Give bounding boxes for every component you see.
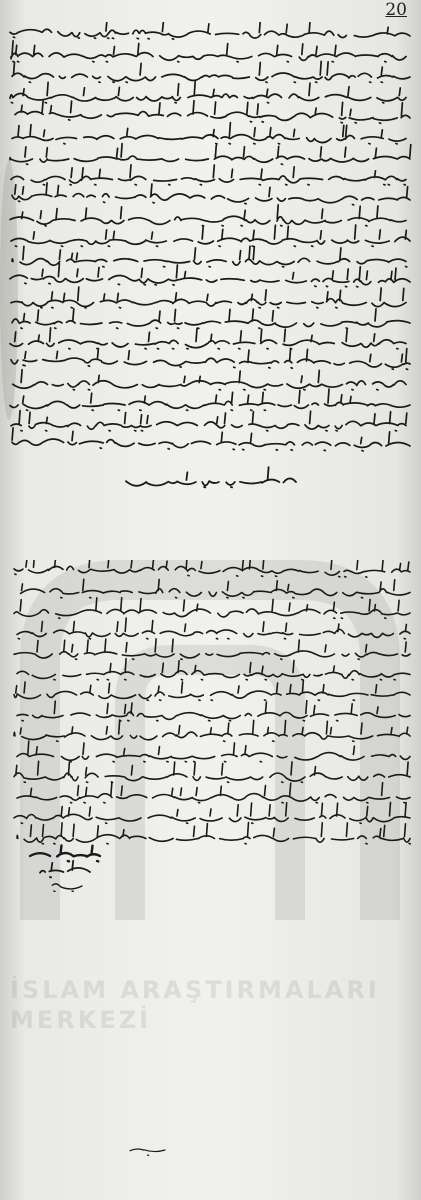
bottom-handwriting [120,1140,180,1160]
lower-text-block [6,560,418,860]
script-line [21,579,410,598]
script-line [52,884,82,892]
script-line [11,411,407,431]
section-separator [6,462,418,502]
script-line [17,659,410,680]
script-line [12,428,410,451]
script-line [10,22,410,39]
script-line [12,61,410,82]
script-line [13,370,406,390]
watermark-line-2: MERKEZİ [10,1006,152,1034]
script-line [10,328,406,349]
script-line [130,1149,165,1155]
script-line [14,598,410,619]
script-line [11,41,406,62]
script-line [126,467,296,487]
script-line [10,205,406,226]
script-line [12,309,410,329]
script-line [17,741,410,762]
script-line [12,246,407,267]
script-line [14,560,410,577]
upper-text-block [6,22,418,462]
script-line [11,287,406,308]
script-line [17,782,410,803]
script-line [10,144,411,165]
upper-handwriting [6,22,418,462]
script-line [14,802,410,823]
script-line [30,845,100,861]
script-line [40,861,90,878]
signature-block [20,842,110,892]
lower-handwriting [6,560,418,860]
script-line [14,720,410,741]
script-line [17,823,410,844]
script-line [11,349,410,370]
script-line [12,183,410,205]
script-line [11,225,410,246]
watermark-line-1: İSLAM ARAŞTIRMALARI [10,976,380,1004]
script-line [10,389,410,410]
script-line [17,701,410,721]
script-line [14,680,410,700]
page-number: 20 [385,0,407,20]
script-line [15,101,410,124]
script-line [14,761,410,782]
script-line [10,82,406,103]
script-line [12,123,406,144]
script-line [11,165,406,185]
watermark-text [10,975,410,1035]
bottom-marks [120,1140,180,1160]
signature [20,842,110,892]
separator-handwriting [6,462,418,502]
script-line [17,618,410,639]
script-line [14,639,410,660]
